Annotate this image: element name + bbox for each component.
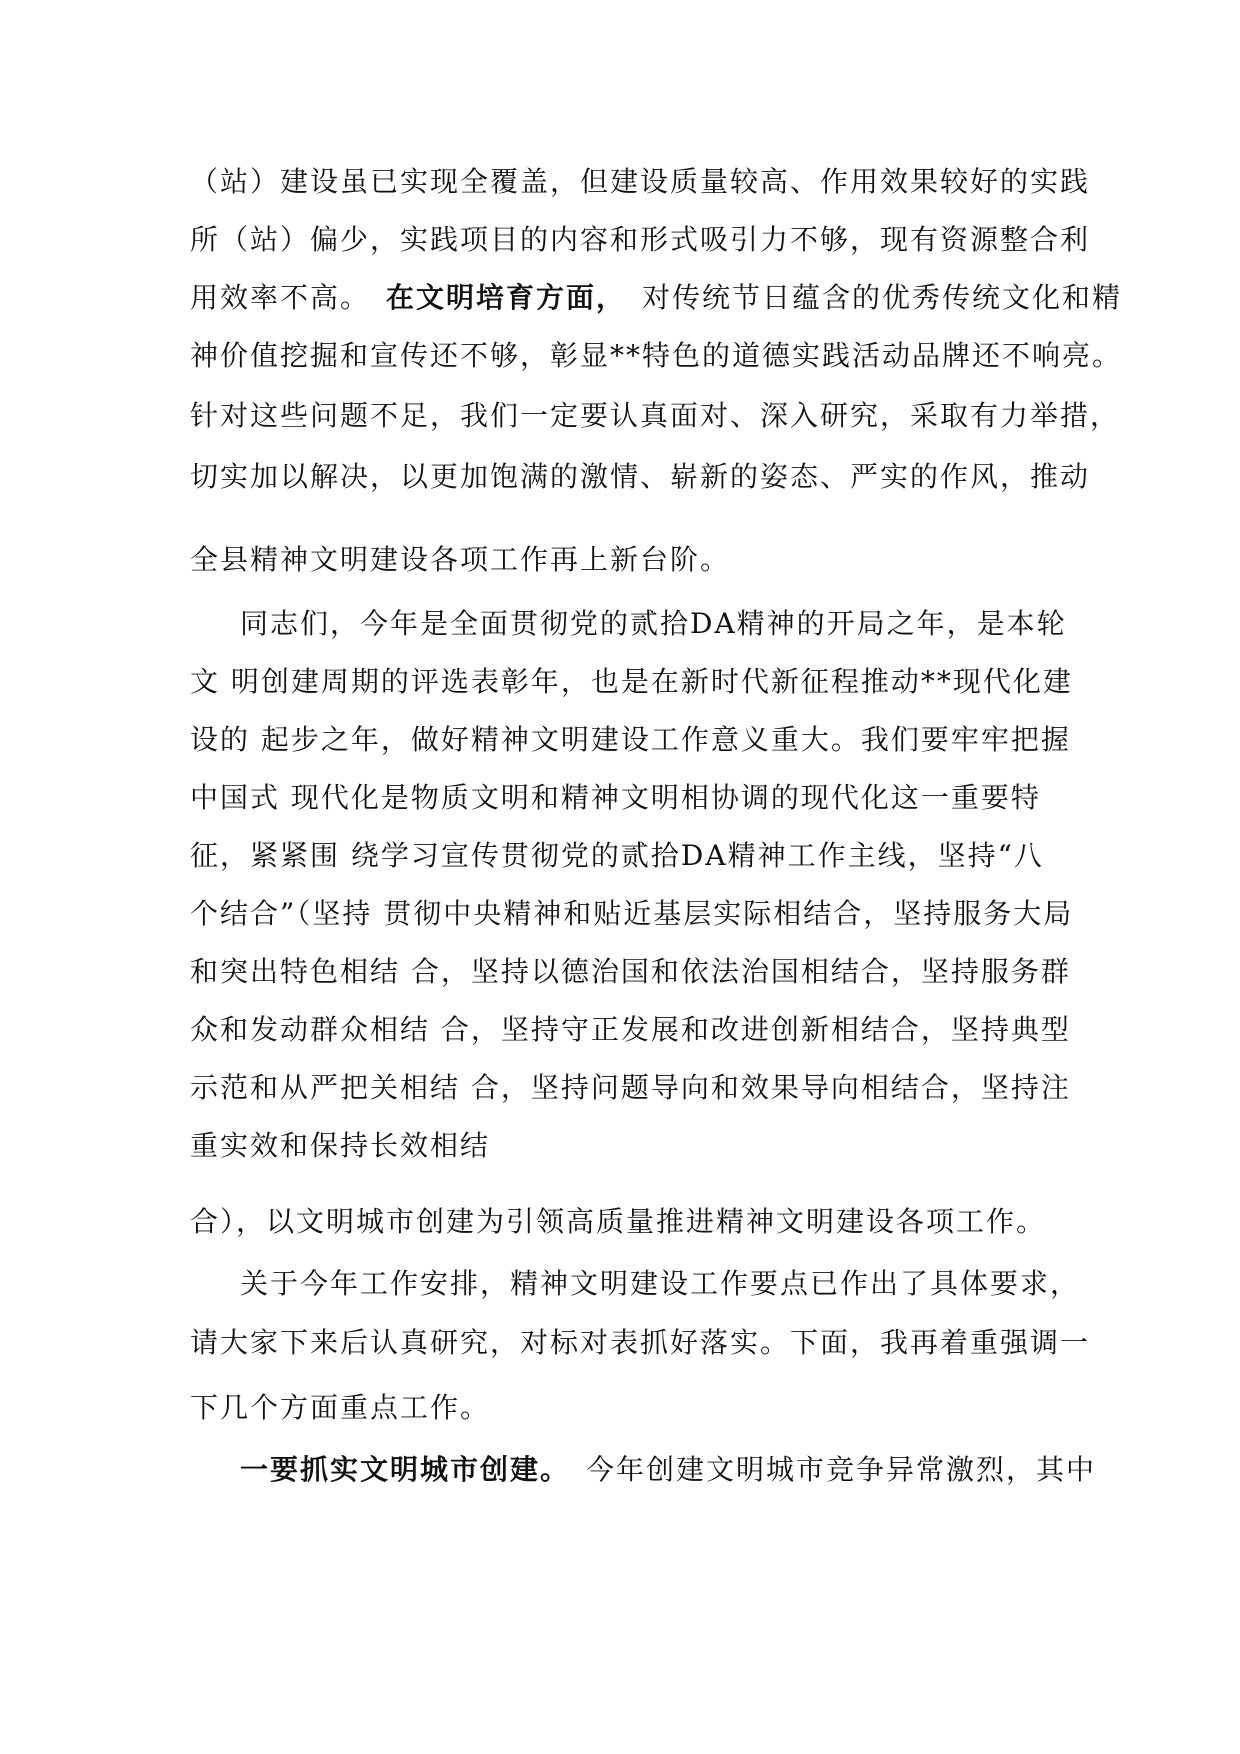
text-line: 示范和从严把关相结 合，坚持问题导向和效果导向相结合，坚持注 [190, 1071, 1071, 1104]
paragraph-start: 关于今年工作安排，精神文明建设工作要点已作出了具体要求， [240, 1267, 1081, 1300]
paragraph-start-mixed [240, 1448, 1097, 1492]
text-line: 个结合”（坚持 贯彻中央精神和贴近基层实际相结合，坚持服务大局 [190, 897, 1074, 930]
text-line: 文 明创建周期的评选表彰年，也是在新时代新征程推动**现代化建 [190, 665, 1073, 698]
text-line: 下几个方面重点工作。 [190, 1391, 491, 1424]
text-line: 设的 起步之年，做好精神文明建设工作意义重大。我们要牢牢把握 [190, 723, 1071, 756]
text-segment: 用效率不高。 [190, 281, 371, 314]
text-line: 请大家下来后认真研究，对标对表抓好落实。下面，我再着重强调一 [190, 1326, 1091, 1359]
paragraph-start: 同志们，今年是全面贯彻党的贰拾DA精神的开局之年，是本轮 [240, 607, 1067, 640]
text-line: 合），以文明城市创建为引领高质量推进精神文明建设各项工作。 [190, 1205, 1047, 1238]
text-line: 中国式 现代化是物质文明和精神文明相协调的现代化这一重要特 [190, 781, 1041, 814]
text-segment: 对传统节日蕴含的优秀传统文化和精 [642, 281, 1123, 314]
text-line: 征，紧紧围 绕学习宣传贯彻党的贰拾DA精神工作主线，坚持“八 [190, 839, 1044, 872]
text-line-mixed [190, 276, 1123, 320]
bold-heading: 一要抓实文明城市创建。 [240, 1453, 571, 1486]
text-segment: 今年创建文明城市竞争异常激烈，其中 [586, 1453, 1097, 1486]
text-line: 全县精神文明建设各项工作再上新台阶。 [190, 543, 731, 576]
text-line: 重实效和保持长效相结 [190, 1129, 491, 1162]
text-line: 针对这些问题不足，我们一定要认真面对、深入研究，采取有力举措， [190, 399, 1121, 432]
text-line: 众和发动群众相结 合，坚持守正发展和改进创新相结合，坚持典型 [190, 1013, 1071, 1046]
text-line: 和突出特色相结 合，坚持以德治国和依法治国相结合，坚持服务群 [190, 955, 1071, 988]
text-line: 切实加以解决，以更加饱满的激情、崭新的姿态、严实的作风，推动 [190, 460, 1091, 493]
bold-heading: 在文明培育方面， [386, 281, 627, 314]
text-line: 神价值挖掘和宣传还不够，彰显**特色的道德实践活动品牌还不响亮。 [190, 339, 1123, 372]
text-line: 所（站）偏少，实践项目的内容和形式吸引力不够，现有资源整合利 [190, 223, 1091, 256]
text-line: （站）建设虽已实现全覆盖，但建设质量较高、作用效果较好的实践 [190, 165, 1091, 198]
